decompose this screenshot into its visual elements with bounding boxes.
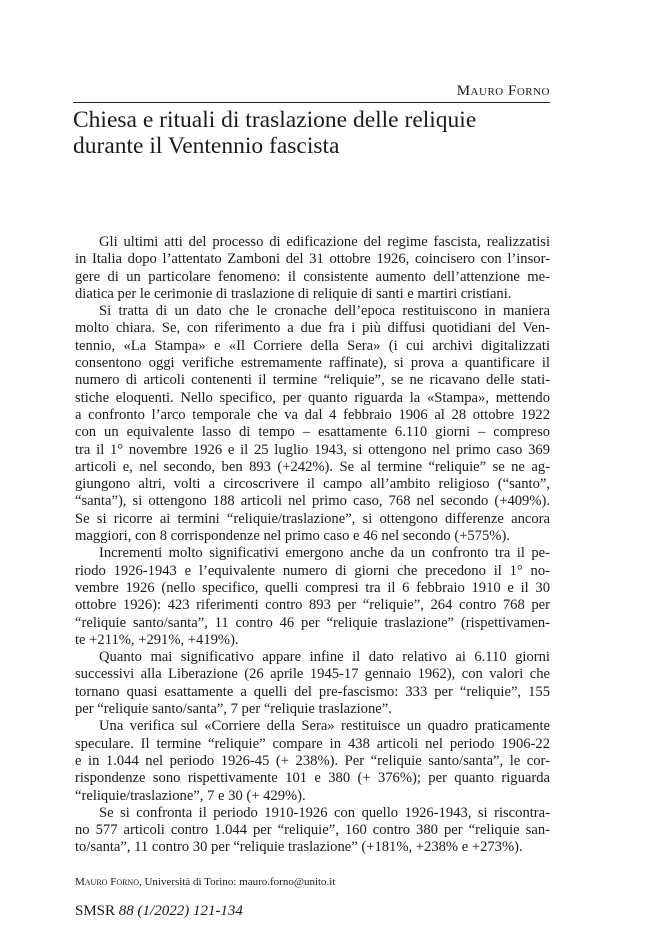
body-line: numero di articoli contenenti il termine “reliquie”, se ne ricavano delle stati- xyxy=(75,372,550,389)
body-line: molto chiara. Se, con riferimento a due fra i più diffusi quotidiani del Ven- xyxy=(75,320,550,337)
body-line: te +211%, +291%, +419%). xyxy=(75,631,239,648)
body-line: Si tratta di un dato che le cronache dell’epoca restituiscono in maniera xyxy=(99,303,550,320)
body-line: maggiori, con 8 corrispondenze nel primo caso e 46 nel secondo (+575%). xyxy=(75,528,510,545)
body-line: con un equivalente lasso di tempo – esattamente 6.110 giorni – compreso xyxy=(75,424,550,441)
body-line: e in 1.044 nel periodo 1926-45 (+ 238%). Per “reliquie santo/santa”, le cor- xyxy=(75,752,550,769)
title-line-2: durante il Ventennio fascista xyxy=(73,133,340,159)
title-line-1: Chiesa e rituali di traslazione delle reliquie xyxy=(73,107,477,133)
body-line: giungono altri, volti a circoscrivere il campo all’ambito religioso (“santo”, xyxy=(75,476,550,493)
body-line: in Italia dopo l’attentato Zamboni del 31 ottobre 1926, coincisero con l’insor- xyxy=(75,251,550,268)
article-body xyxy=(75,234,550,857)
body-line: gere di un particolare fenomeno: il consistente aumento dell’attenzione me- xyxy=(75,268,550,285)
body-line: “santa”), si ottengono 188 articoli nel primo caso, 768 nel secondo (+409%). xyxy=(75,493,550,510)
body-line: diatica per le cerimonie di traslazione di reliquie di santi e martiri cristiani. xyxy=(75,285,512,302)
running-head-author: Mauro Forno xyxy=(456,83,550,99)
body-line: a confronto l’arco temporale che va dal 4 febbraio 1906 al 28 ottobre 1922 xyxy=(75,406,550,423)
footnote-author xyxy=(75,876,335,888)
footnote-affiliation: , Università di Torino: mauro.forno@unito.it xyxy=(138,876,336,888)
body-line: Gli ultimi atti del processo di edificazione del regime fascista, realizzatisi xyxy=(99,234,550,250)
body-line: rispondenze sono rispettivamente 101 e 380 (+ 376%); per quanto riguarda xyxy=(75,770,550,787)
header-rule xyxy=(73,102,550,103)
body-line: riodo 1926-1943 e l’equivalente numero di giorni che precedono il 1° no- xyxy=(75,562,550,579)
body-line: consentono oggi verifiche estremamente raffinate), si prova a quantificare il xyxy=(75,355,550,372)
body-line: vembre 1926 (nello specifico, quelli compresi tra il 6 febbraio 1910 e il 30 xyxy=(75,579,550,596)
body-line: no 577 articoli contro 1.044 per “reliquie”, 160 contro 380 per “reliquie san- xyxy=(75,822,550,839)
body-line: tornano quasi esattamente a quelli del pre-fascismo: 333 per “reliquie”, 155 xyxy=(75,683,550,700)
body-line: “reliquie/traslazione”, 7 e 30 (+ 429%). xyxy=(75,787,306,804)
article-title xyxy=(73,107,553,159)
body-line: “reliquie santo/santa”, 11 contro 46 per “reliquie traslazione” (rispettivamen- xyxy=(75,614,550,631)
body-line: to/santa”, 11 contro 30 per “reliquie traslazione” (+181%, +238% e +273%). xyxy=(75,839,523,856)
body-line: Se si ricorre ai termini “reliquie/traslazione”, si ottengono differenze ancora xyxy=(75,510,550,527)
body-line: Quanto mai significativo appare infine il dato relativo ai 6.110 giorni xyxy=(99,649,550,666)
body-line: ottobre 1926): 423 riferimenti contro 893 per “reliquie”, 264 contro 768 per xyxy=(75,597,550,614)
body-line: Incrementi molto significativi emergono anche da un confronto tra il pe- xyxy=(99,545,550,562)
body-line: successivi alla Liberazione (26 aprile 1945-17 gennaio 1962), con valori che xyxy=(75,666,550,683)
body-line: tra il 1° novembre 1926 e il 25 luglio 1943, si ottengono nel primo caso 369 xyxy=(75,441,550,458)
journal-abbreviation: SMSR xyxy=(75,903,119,919)
footnote-author-name: Mauro Forno xyxy=(75,876,139,888)
body-line: speculare. Il termine “reliquie” compare in 438 articoli nel periodo 1906-22 xyxy=(75,735,550,752)
journal-volume: 88 (1/2022) 121-134 xyxy=(118,903,243,919)
journal-citation xyxy=(75,903,243,920)
body-line: Se si confronta il periodo 1910-1926 con quello 1926-1943, si riscontra- xyxy=(99,804,550,821)
body-line: articoli e, nel secondo, ben 893 (+242%). Se al termine “reliquie” se ne ag- xyxy=(75,458,550,475)
body-line: per “reliquie santo/santa”, 7 per “reliquie traslazione”. xyxy=(75,701,392,718)
body-line: tennio, «La Stampa» e «Il Corriere della Sera» (i cui archivi digitalizzati xyxy=(75,337,550,354)
body-line: Una verifica sul «Corriere della Sera» restituisce un quadro praticamente xyxy=(99,718,550,735)
body-line: stiche eloquenti. Nello specifico, per quanto riguarda la «Stampa», mettendo xyxy=(75,389,550,406)
